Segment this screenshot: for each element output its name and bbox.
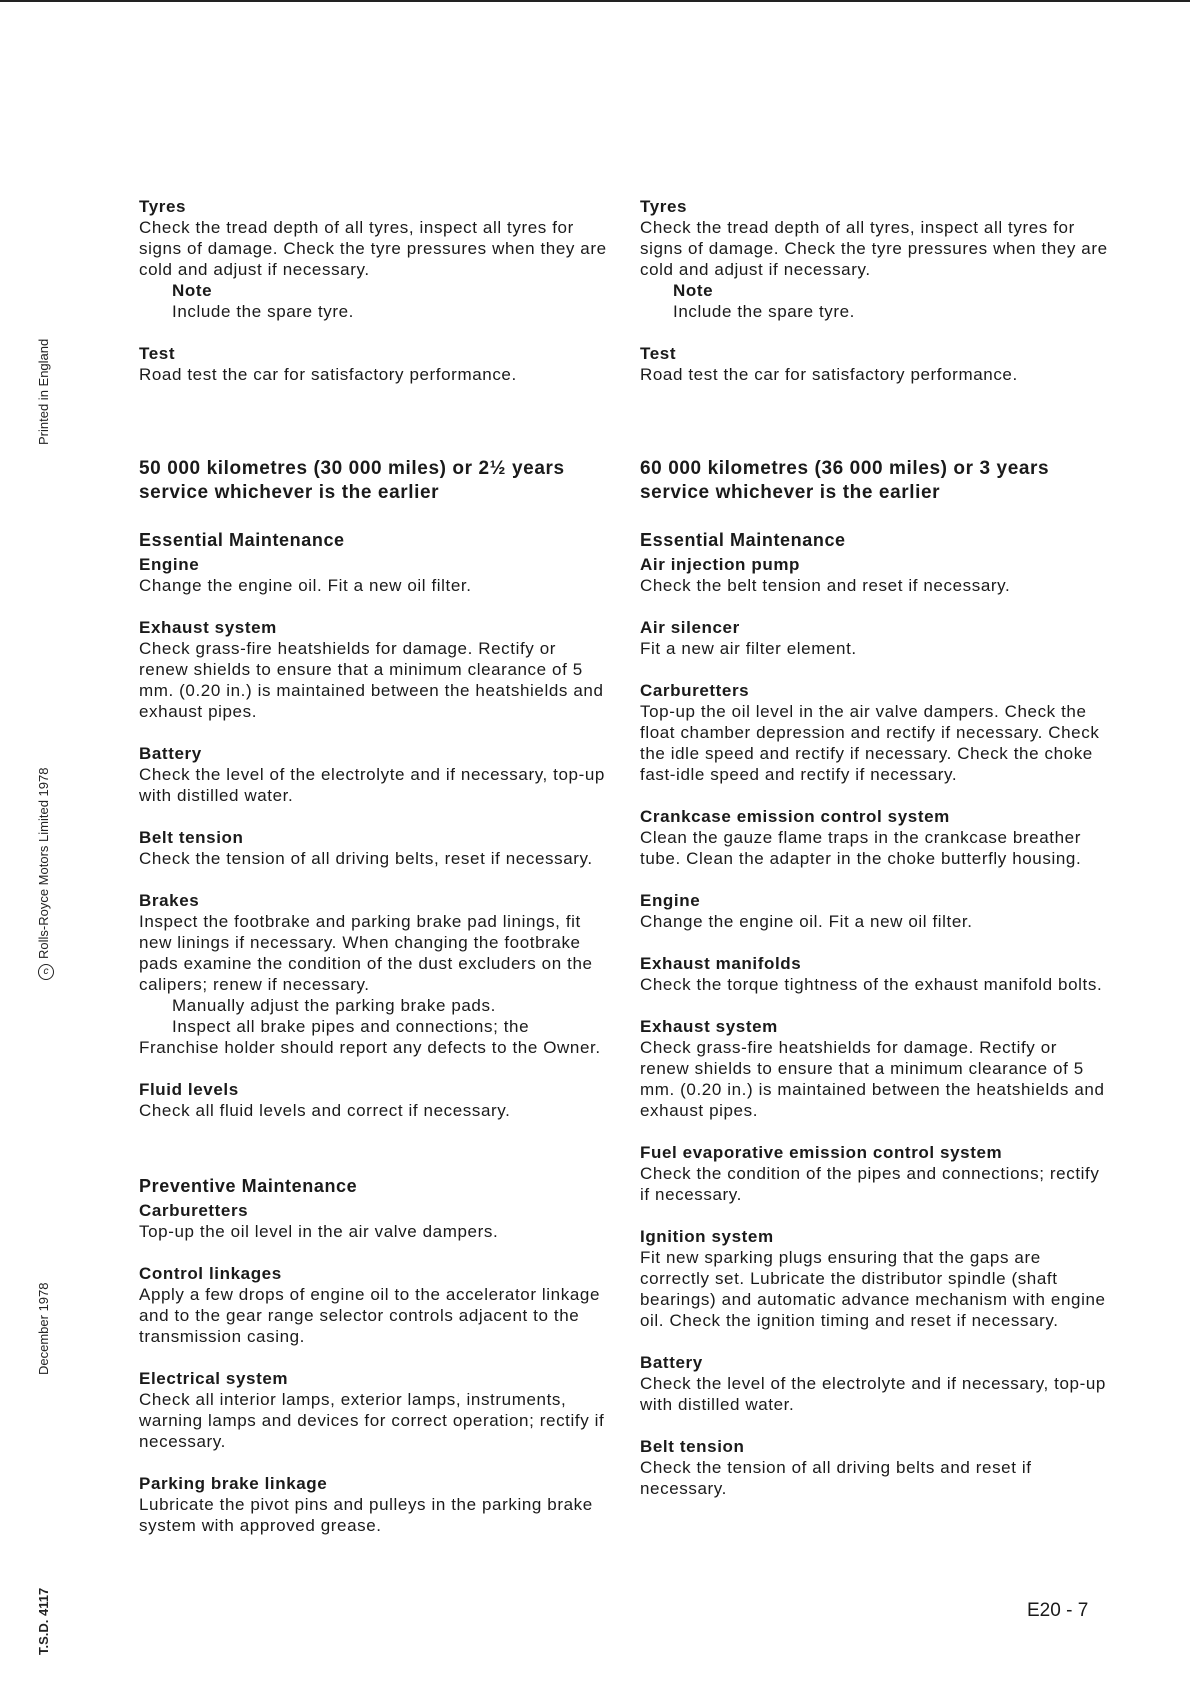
item-heading: Fuel evaporative emission control system bbox=[640, 1143, 1003, 1162]
item-body: Top-up the oil level in the air valve dampers. Check the float chamber depression and rectify if necessary. Check the idle speed and rectify if necessary. Check the choke fast-idle speed and rectify if necessary. bbox=[640, 702, 1100, 784]
item-heading: Engine bbox=[139, 555, 200, 574]
item-body: Lubricate the pivot pins and pulleys in the parking brake system with approved grease. bbox=[139, 1495, 593, 1535]
list-item bbox=[640, 890, 1110, 932]
item-heading: Crankcase emission control system bbox=[640, 807, 950, 826]
list-item bbox=[139, 617, 609, 722]
item-heading: Electrical system bbox=[139, 1369, 289, 1388]
note-text: Include the spare tyre. bbox=[172, 302, 355, 321]
brakes-item bbox=[139, 890, 609, 1058]
item-body-3: Inspect all brake pipes and connections; the Franchise holder should report any defects to the Owner. bbox=[139, 1017, 601, 1057]
list-item bbox=[640, 680, 1110, 785]
item-heading: Carburetters bbox=[640, 681, 750, 700]
item-heading: Control linkages bbox=[139, 1264, 282, 1283]
test-section bbox=[139, 343, 609, 385]
item-heading: Exhaust system bbox=[640, 1017, 778, 1036]
item-body: Clean the gauze flame traps in the crankcase breather tube. Clean the adapter in the choke butterfly housing. bbox=[640, 828, 1082, 868]
service-heading: 60 000 kilometres (36 000 miles) or 3 years service whichever is the earlier bbox=[640, 458, 1050, 503]
item-body: Change the engine oil. Fit a new oil filter. bbox=[139, 576, 472, 595]
list-item bbox=[139, 743, 609, 806]
item-body: Check the tension of all driving belts and reset if necessary. bbox=[640, 1458, 1032, 1498]
list-item bbox=[640, 617, 1110, 659]
section-heading: Test bbox=[640, 344, 677, 363]
section-body: Road test the car for satisfactory performance. bbox=[139, 365, 517, 384]
top-rule bbox=[0, 0, 1190, 2]
service-heading: 50 000 kilometres (30 000 miles) or 2½ years service whichever is the earlier bbox=[139, 458, 565, 503]
note-label: Note bbox=[673, 281, 714, 300]
item-body: Apply a few drops of engine oil to the accelerator linkage and to the gear range selector controls adjacent to the transmission casing. bbox=[139, 1285, 601, 1346]
section-body: Check the tread depth of all tyres, inspect all tyres for signs of damage. Check the tyre pressures when they are cold and adjust if necessary. bbox=[139, 218, 607, 279]
item-heading: Brakes bbox=[139, 891, 200, 910]
list-item bbox=[640, 1352, 1110, 1415]
item-body: Check grass-fire heatshields for damage. Rectify or renew shields to ensure that a minimum clearance of 5 mm. (0.20 in.) is maintained between the heatshields and exhaust pipes. bbox=[640, 1038, 1105, 1120]
item-body: Check the belt tension and reset if necessary. bbox=[640, 576, 1011, 595]
item-body: Inspect the footbrake and parking brake pad linings, fit new linings if necessary. When changing the footbrake pads examine the condition of the dust excluders on the calipers; renew if necessary. bbox=[139, 912, 593, 994]
tyres-section bbox=[139, 196, 609, 322]
item-body: Change the engine oil. Fit a new oil filter. bbox=[640, 912, 973, 931]
item-body: Check the condition of the pipes and connections; rectify if necessary. bbox=[640, 1164, 1100, 1204]
section-body: Check the tread depth of all tyres, inspect all tyres for signs of damage. Check the tyre pressures when they are cold and adjust if necessary. bbox=[640, 218, 1108, 279]
list-item bbox=[139, 1368, 609, 1452]
item-heading: Exhaust system bbox=[139, 618, 277, 637]
list-item bbox=[139, 1263, 609, 1347]
item-heading: Belt tension bbox=[640, 1437, 745, 1456]
right-column bbox=[640, 196, 1110, 1520]
test-section bbox=[640, 343, 1110, 385]
item-body: Check the level of the electrolyte and if necessary, top-up with distilled water. bbox=[139, 765, 605, 805]
item-heading: Air injection pump bbox=[640, 555, 801, 574]
section-body: Road test the car for satisfactory performance. bbox=[640, 365, 1018, 384]
section-heading: Test bbox=[139, 344, 176, 363]
item-heading: Air silencer bbox=[640, 618, 740, 637]
item-heading: Exhaust manifolds bbox=[640, 954, 802, 973]
list-item bbox=[640, 1016, 1110, 1121]
item-body: Fit new sparking plugs ensuring that the gaps are correctly set. Lubricate the distributor spindle (shaft bearings) and automatic advance mechanism with engine oil. Check the ignition timing and reset if necessary. bbox=[640, 1248, 1106, 1330]
essential-maintenance-title: Essential Maintenance bbox=[640, 530, 846, 550]
section-heading: Tyres bbox=[640, 197, 688, 216]
left-column bbox=[139, 196, 609, 1557]
essential-maintenance-title: Essential Maintenance bbox=[139, 530, 345, 550]
list-item bbox=[139, 1200, 609, 1242]
item-heading: Battery bbox=[640, 1353, 703, 1372]
tyres-section bbox=[640, 196, 1110, 322]
item-body: Check the tension of all driving belts, reset if necessary. bbox=[139, 849, 593, 868]
list-item bbox=[640, 806, 1110, 869]
item-body: Top-up the oil level in the air valve dampers. bbox=[139, 1222, 499, 1241]
item-heading: Belt tension bbox=[139, 828, 244, 847]
item-heading: Fluid levels bbox=[139, 1080, 239, 1099]
item-body: Check grass-fire heatshields for damage. Rectify or renew shields to ensure that a minimum clearance of 5 mm. (0.20 in.) is maintained between the heatshields and exhaust pipes. bbox=[139, 639, 604, 721]
list-item bbox=[640, 1436, 1110, 1499]
item-body: Check the level of the electrolyte and if necessary, top-up with distilled water. bbox=[640, 1374, 1106, 1414]
list-item bbox=[139, 827, 609, 869]
list-item bbox=[139, 1473, 609, 1536]
list-item bbox=[640, 1226, 1110, 1331]
list-item bbox=[139, 554, 609, 596]
note-text: Include the spare tyre. bbox=[673, 302, 856, 321]
list-item bbox=[640, 953, 1110, 995]
item-body: Fit a new air filter element. bbox=[640, 639, 857, 658]
item-body: Check all interior lamps, exterior lamps, instruments, warning lamps and devices for correct operation; rectify if necessary. bbox=[139, 1390, 605, 1451]
note-label: Note bbox=[172, 281, 213, 300]
page-number: E20 - 7 bbox=[1027, 1600, 1089, 1621]
item-heading: Engine bbox=[640, 891, 701, 910]
item-body: Check all fluid levels and correct if necessary. bbox=[139, 1101, 511, 1120]
item-body: Check the torque tightness of the exhaust manifold bolts. bbox=[640, 975, 1103, 994]
item-body-2: Manually adjust the parking brake pads. bbox=[172, 996, 496, 1015]
list-item bbox=[640, 554, 1110, 596]
preventive-maintenance-title: Preventive Maintenance bbox=[139, 1176, 358, 1196]
copyright-icon: c bbox=[38, 964, 54, 980]
item-heading: Battery bbox=[139, 744, 202, 763]
item-heading: Carburetters bbox=[139, 1201, 249, 1220]
fluid-item bbox=[139, 1079, 609, 1121]
list-item bbox=[640, 1142, 1110, 1205]
item-heading: Parking brake linkage bbox=[139, 1474, 328, 1493]
item-heading: Ignition system bbox=[640, 1227, 774, 1246]
section-heading: Tyres bbox=[139, 197, 187, 216]
